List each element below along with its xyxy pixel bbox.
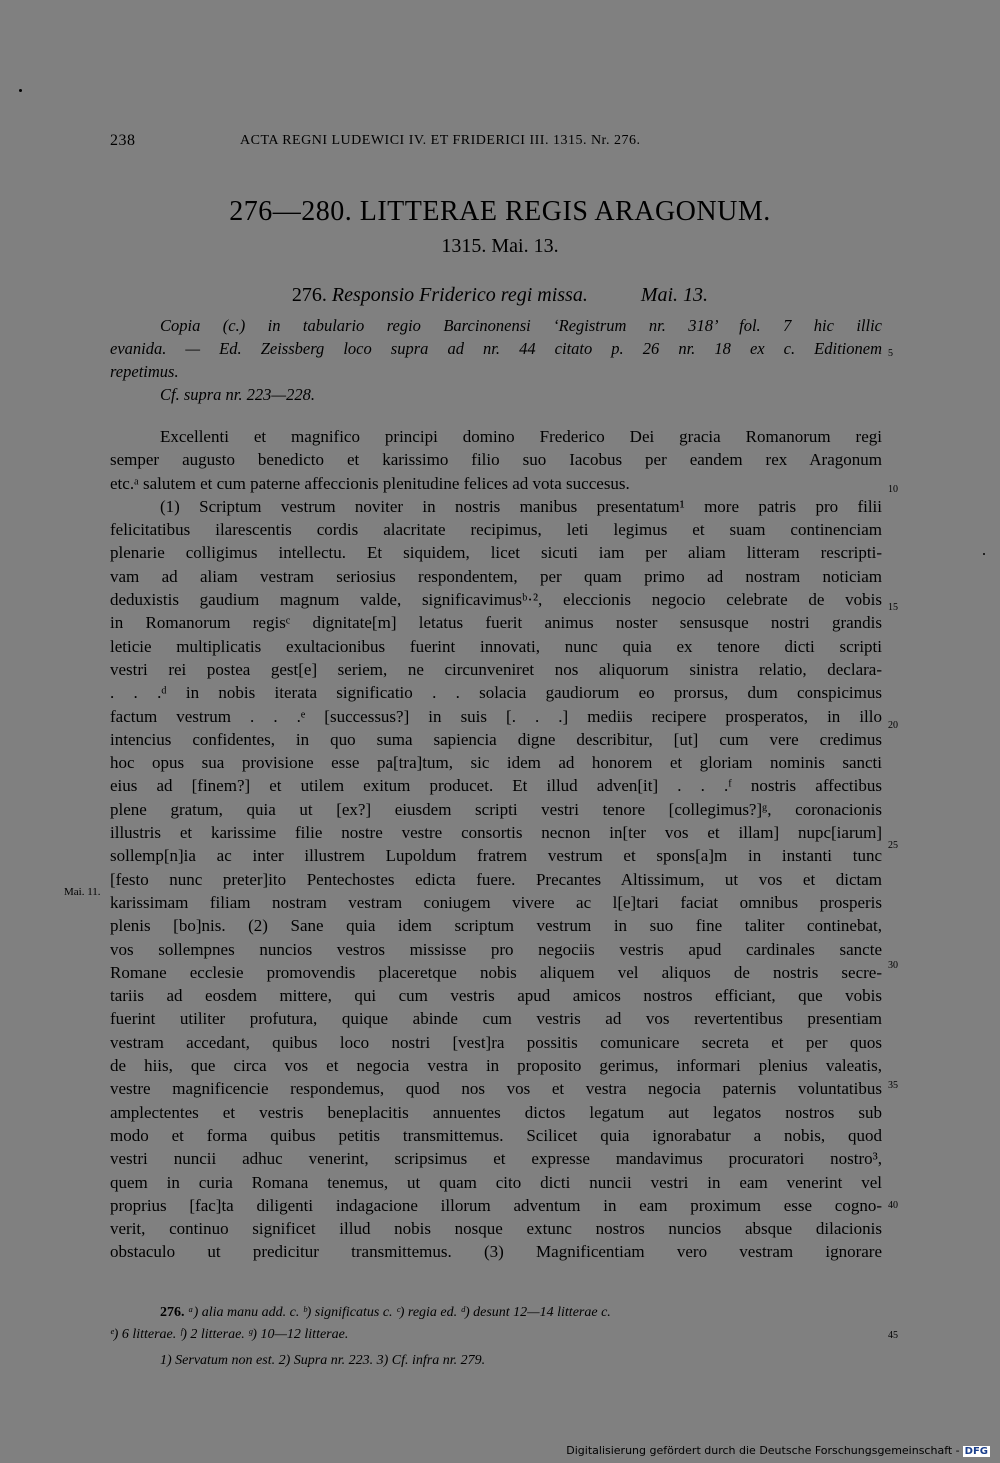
credit-text: Digitalisierung gefördert durch die Deutsche Forschungsgemeinschaft - [566,1444,960,1457]
text-line: vestri nuncii adhuc venerint, scripsimus et expresse mandavimus procuratori nostro³, [110,1149,882,1169]
text-line: . . .ᵈ in nobis iterata significatio . . solacia gaudiorum eo prorsus, dum conspicimus [110,683,882,703]
line-number: 40 [888,1200,898,1211]
section-date: 1315. Mai. 13. [441,235,559,257]
dfg-logo: DFG [964,1445,988,1457]
scan-speck [19,89,22,92]
text-line: de hiis, que circa vos et negocia vestra in proposito gerimus, informari plenius valeatis, [110,1056,882,1076]
text-line: vestram accedant, quibus loco nostri [vest]ra possitis comunicare secreta et per quos [110,1032,882,1052]
text-line: karissimam filiam nostram vestram coniugem vivere ac l[e]tari faciat omnibus prosperis [110,892,882,912]
text-line: plene gratum, quia ut [ex?] eiusdem scripti vestri tenore [collegimus?]ᵍ, coronacionis [110,799,882,819]
text-line: eius ad [finem?] et utilem exitum producet. Et illud adven[it] . . .ᶠ nostris affectibus [110,776,882,796]
document-date: Mai. 13. [640,284,709,306]
line-number: 20 [888,720,898,731]
footnote-number: 276. [160,1305,185,1320]
scan-speck [983,553,985,555]
intro-line: evanida. — Ed. Zeissberg loco supra ad nr. 44 citato p. 26 nr. 18 ex c. Editionem [110,339,882,358]
text-line: obstaculo ut predicitur transmittemus. (3) Magnificentiam vero vestram ignorare [110,1242,882,1262]
text-line: Romane ecclesie promovendis placeretque nobis aliquem vel aliquos de nostris secre- [110,962,882,982]
document-title: Responsio Friderico regi missa. [331,284,588,306]
margin-date: Mai. 11. [64,886,101,898]
footnote-line [110,1302,882,1324]
text-line: in Romanorum regisᶜ dignitate[m] letatus fuerit animus noster sensusque nostri grandis [110,613,882,633]
section-title: 276—280. LITTERAE REGIS ARAGONUM. [229,196,771,227]
page-number: 238 [110,132,136,149]
text-line: semper augusto benedicto et karissimo filio suo Iacobus per eandem rex Aragonum [110,450,882,470]
text-line: illustris et karissime filie nostre vestre consortis necnon in[ter vos et illam] nupc[iarum] [110,823,882,843]
text-line: factum vestrum . . .ᵉ [successus?] in suis [. . .] mediis recipere prosperatos, in illo [110,706,882,726]
line-number: 35 [888,1080,898,1091]
text-line: verit, continuo significet illud nobis nosque extunc nostros nuncios absque dilacionis [110,1219,882,1239]
digitization-credit [566,1444,990,1457]
text-line: amplectentes et vestris beneplacitis annuentes dictos legatum aut legatos nostros sub [110,1102,882,1122]
text-line: deduxistis gaudium magnum valde, significavimusᵇ·², eleccionis negocio celebrate de vobis [110,590,882,610]
document-heading [0,284,1000,307]
text-line: plenis [bo]nis. (2) Sane quia idem scriptum vestrum in suo fine taliter continebat, [110,916,882,936]
text-line: fuerint utiliter profutura, quique abinde cum vestris ad vos revertentibus presentiam [110,1009,882,1029]
text-line: felicitatibus ilarescentis cordis alacritate recipimus, leti legimus et suam continenciam [110,520,882,540]
document-number: 276. [291,284,327,306]
text-line: intencius confidentes, in quo suma sapiencia digne describitur, [ut] cum vere credimus [110,729,882,749]
text-line: hoc opus sua provisione esse pa[tra]tum, sic idem ad honorem et gloriam nominis sancti [110,753,882,773]
footnote-line: ᵉ) 6 litterae. ᶠ) 2 litterae. ᵍ) 10—12 litterae. [110,1327,349,1342]
text-line: etc.ᵃ salutem et cum paterne affeccionis plenitudine felices ad vota succesus. [110,473,630,493]
intro-line: Copia (c.) in tabulario regio Barcinonensi ‘Registrum nr. 318’ fol. 7 hic illic [160,316,882,335]
text-line: Excellenti et magnifico principi domino Frederico Dei gracia Romanorum regi [160,427,882,446]
text-line: sollemp[n]ia ac inter illustrem Lupoldum fratrem vestrum et spons[a]m in instanti tunc [110,846,882,866]
text-line: (1) Scriptum vestrum noviter in nostris manibus presentatum¹ more patris pro filii [160,496,882,516]
text-line: proprius [fac]ta diligenti indagacione illorum adventum in eam proximum esse cogno- [110,1195,882,1215]
line-number: 15 [888,602,898,613]
letter-text [110,425,882,1264]
source-description [110,314,882,406]
text-line: vam ad aliam vestram seriosius respondentem, per quam primo ad nostram noticiam [110,566,882,586]
text-line: vos sollempnes nuncios vestros mississe pro negociis vestris apud cardinales sancte [110,939,882,959]
running-title: ACTA REGNI LUDEWICI IV. ET FRIDERICI III. 1315. Nr. 276. [240,133,641,148]
footnote-text: ᵃ) alia manu add. c. ᵇ) significatus c. ᶜ) regia ed. ᵈ) desunt 12—14 litterae c. [188,1305,611,1320]
text-line: vestre magnificencie respondemus, quod nos vos et vestra negocia paternis voluntatibus [110,1079,882,1099]
text-line: modo et forma quibus petitis transmittemus. Scilicet quia ignorabatur a nobis, quod [110,1125,882,1145]
line-number: 45 [888,1330,898,1341]
text-line: quem in curia Romana tenemus, ut quam cito dicti nuncii vestri in eam venerint vel [110,1172,882,1192]
text-line: plenarie colligimus intellectu. Et siquidem, licet sicuti iam per aliam litteram rescripti- [110,543,882,563]
footnote-line: 1) Servatum non est. 2) Supra nr. 223. 3) Cf. infra nr. 279. [160,1353,486,1368]
text-line: leticie multiplicatis exultacionibus fuerint innovati, nunc quia ex tenore dicti scripti [110,636,882,656]
text-line: tariis ad eosdem mittere, qui cum vestris apud amicos nostros efficiant, que vobis [110,986,882,1006]
intro-line: Cf. supra nr. 223—228. [160,385,315,404]
line-number: 10 [888,484,898,495]
text-line: [festo nunc preter]ito Pentechostes edicta fuere. Precantes Altissimum, ut vos et dictam [110,869,882,889]
line-number: 25 [888,840,898,851]
line-number: 5 [888,348,893,359]
intro-line: repetimus. [110,362,179,381]
footnotes [110,1302,882,1372]
line-number: 30 [888,960,898,971]
text-line: vestri rei postea gest[e] seriem, ne circunveniret nos aliquorum sinistra relatio, declara- [110,659,882,679]
